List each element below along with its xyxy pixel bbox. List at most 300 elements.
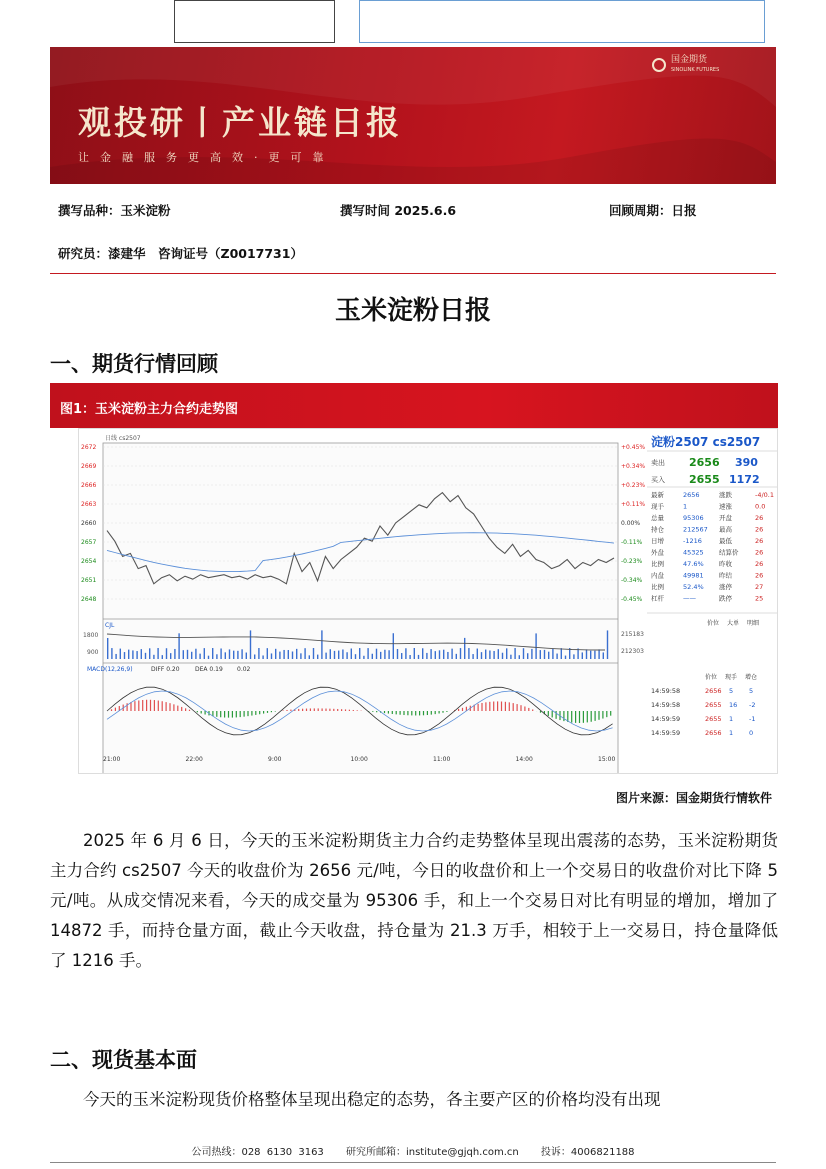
quote-title: 淀粉2507 cs2507	[651, 435, 761, 449]
volume-bar	[157, 648, 158, 659]
volume-panel-label: CJL	[105, 622, 115, 629]
macd-bar	[520, 705, 521, 711]
header-box-right	[359, 0, 765, 43]
tick-oi: -1	[749, 715, 756, 723]
stat-value: 26	[755, 514, 764, 522]
volume-bar	[590, 651, 591, 659]
volume-bar	[540, 650, 541, 659]
volume-bar	[535, 633, 536, 659]
macd-bar	[439, 711, 440, 713]
stat-value: -1216	[683, 537, 702, 545]
buy-label: 买入	[651, 476, 665, 484]
percent-tick: -0.23%	[621, 558, 643, 565]
macd-value: 0.02	[237, 666, 251, 673]
volume-bar	[237, 651, 238, 659]
macd-bar	[411, 711, 412, 715]
macd-bar	[146, 700, 147, 711]
macd-bar	[127, 703, 128, 711]
volume-bar	[124, 652, 125, 659]
stat-label: 日增	[651, 537, 664, 545]
stat-value: 95306	[683, 514, 704, 522]
volume-bar	[582, 652, 583, 659]
macd-bar	[181, 707, 182, 711]
macd-bar	[563, 711, 564, 721]
volume-bar	[304, 648, 305, 659]
stat-value: 52.4%	[683, 583, 704, 591]
price-tick: 2672	[81, 444, 97, 451]
volume-bar	[199, 654, 200, 659]
macd-bar	[169, 703, 170, 711]
macd-bar	[154, 700, 155, 711]
volume-bar	[183, 650, 184, 659]
volume-bar	[292, 651, 293, 659]
macd-bar	[376, 711, 377, 712]
macd-bar	[216, 711, 217, 717]
volume-bar	[456, 654, 457, 659]
stat-label: 开盘	[719, 514, 732, 522]
stat-value: 26	[755, 548, 764, 557]
stat-value: 212567	[683, 525, 708, 534]
macd-bar	[505, 702, 506, 711]
stat-label: 最低	[719, 537, 732, 545]
volume-bar	[149, 648, 150, 659]
volume-bar	[241, 649, 242, 659]
tick-time: 14:59:58	[651, 701, 681, 709]
volume-bar	[162, 655, 163, 659]
volume-bar	[489, 650, 490, 659]
volume-bar	[607, 630, 608, 659]
macd-bar	[150, 700, 151, 711]
tick-time: 14:59:59	[651, 729, 681, 737]
volume-bar	[296, 649, 297, 659]
macd-bar	[419, 711, 420, 715]
volume-bar	[309, 655, 310, 659]
price-tick: 2669	[81, 463, 97, 470]
macd-bar	[205, 711, 206, 715]
macd-bar	[435, 711, 436, 714]
volume-bar	[426, 653, 427, 659]
stat-value: 47.6%	[683, 560, 704, 568]
volume-bar	[233, 651, 234, 659]
volume-bar	[220, 648, 221, 659]
percent-tick: -0.45%	[621, 596, 643, 603]
macd-bar	[556, 711, 557, 719]
volume-bar	[439, 650, 440, 659]
stat-value: 0.0	[755, 502, 766, 511]
macd-bar	[400, 711, 401, 715]
macd-bar	[302, 709, 303, 711]
tick-price: 2656	[705, 729, 722, 737]
tick-qty: 1	[729, 729, 734, 737]
macd-bar	[310, 708, 311, 711]
logo-name: 国金期货	[671, 55, 708, 65]
stat-label: 昨结	[719, 571, 732, 580]
volume-bar	[204, 648, 205, 659]
percent-tick: -0.11%	[621, 539, 643, 546]
volume-bar	[145, 653, 146, 659]
stat-label: 外盘	[651, 548, 664, 557]
stat-label: 现手	[651, 502, 664, 511]
volume-bar	[376, 649, 377, 659]
volume-bar	[174, 649, 175, 659]
volume-bar	[598, 649, 599, 659]
volume-bar	[313, 648, 314, 659]
volume-bar	[136, 651, 137, 659]
stat-value: 25	[755, 594, 764, 603]
macd-bar	[458, 709, 459, 711]
percent-tick: +0.45%	[621, 444, 646, 451]
volume-bar	[275, 649, 276, 659]
volume-bar	[115, 654, 116, 659]
price-tick: 2654	[81, 558, 97, 565]
stat-value: 26	[755, 571, 764, 580]
meta-divider	[50, 273, 776, 274]
volume-bar	[514, 648, 515, 659]
macd-bar	[298, 709, 299, 711]
stat-label: 涨停	[719, 583, 732, 591]
macd-bar	[236, 711, 237, 717]
stat-label: 结算价	[719, 548, 739, 557]
volume-bar	[561, 648, 562, 659]
macd-bar	[115, 708, 116, 711]
percent-tick: 0.00%	[621, 520, 641, 527]
volume-bar	[393, 633, 394, 659]
tick-price: 2655	[705, 701, 722, 709]
meta-researcher: 研究员：漆建华 咨询证号（Z0017731）	[58, 246, 303, 261]
macd-bar	[396, 711, 397, 714]
volume-bar	[317, 655, 318, 659]
footer-email: 研究所邮箱：institute@gjqh.com.cn	[345, 1147, 519, 1158]
volume-bar	[531, 649, 532, 659]
price-tick: 2660	[81, 520, 97, 527]
volume-bar	[418, 655, 419, 659]
macd-bar	[224, 711, 225, 718]
volume-bar	[380, 652, 381, 659]
volume-bar	[384, 650, 385, 659]
tick-time: 14:59:58	[651, 687, 681, 695]
stat-value: 26	[755, 560, 764, 568]
volume-bar	[279, 652, 280, 659]
tick-header-cell: 价位	[707, 620, 720, 627]
macd-bar	[251, 711, 252, 716]
macd-bar	[189, 710, 190, 711]
volume-bar	[493, 651, 494, 659]
stat-value: 27	[755, 583, 764, 591]
volume-bar	[254, 654, 255, 659]
volume-bar	[502, 653, 503, 659]
macd-bar	[333, 709, 334, 711]
macd-diff: DIFF 0.20	[151, 666, 180, 673]
tick-oi: -2	[749, 701, 756, 709]
logo-english: SINOLINK FUTURES	[671, 67, 720, 73]
macd-bar	[587, 711, 588, 722]
document-title: 玉米淀粉日报	[334, 296, 491, 326]
volume-bar	[355, 654, 356, 659]
volume-bar	[111, 648, 112, 659]
macd-bar	[283, 710, 284, 711]
volume-bar	[548, 652, 549, 659]
time-tick: 21:00	[103, 756, 121, 763]
macd-bar	[275, 711, 276, 712]
macd-bar	[247, 711, 248, 716]
volume-bar	[586, 649, 587, 659]
volume-bar	[510, 655, 511, 659]
volume-bar	[405, 648, 406, 659]
section-heading-spot: 二、现货基本面	[50, 1048, 197, 1072]
volume-bar	[556, 654, 557, 659]
macd-bar	[606, 711, 607, 717]
volume-bar	[401, 653, 402, 659]
price-tick: 2657	[81, 539, 97, 546]
volume-bar	[300, 653, 301, 659]
macd-bar	[575, 711, 576, 723]
stat-label: 跌停	[719, 594, 732, 603]
stat-value: 26	[755, 525, 764, 534]
volume-bar	[422, 648, 423, 659]
tick-col-header: 增仓	[745, 674, 758, 681]
macd-bar	[220, 711, 221, 717]
macd-bar	[591, 711, 592, 722]
macd-bar	[267, 711, 268, 713]
volume-bar	[460, 648, 461, 659]
futures-chart-screenshot	[78, 428, 778, 774]
chart-plot-frame	[103, 443, 618, 773]
macd-bar	[407, 711, 408, 715]
macd-bar	[481, 703, 482, 711]
spot-paragraph: 今天的玉米淀粉现货价格整体呈现出稳定的态势，各主要产区的价格均没有出现	[83, 1090, 661, 1109]
report-banner	[50, 47, 776, 184]
macd-bar	[583, 711, 584, 723]
volume-bar	[485, 650, 486, 659]
volume-bar	[338, 651, 339, 659]
volume-bar	[397, 649, 398, 659]
volume-bar	[468, 648, 469, 659]
volume-bar	[346, 652, 347, 659]
macd-bar	[271, 711, 272, 712]
volume-bar	[527, 653, 528, 659]
volume-bar	[472, 654, 473, 659]
macd-bar	[372, 711, 373, 712]
percent-tick: +0.11%	[621, 501, 646, 508]
macd-bar	[197, 711, 198, 712]
stat-label: 内盘	[651, 571, 664, 580]
volume-bar	[603, 652, 604, 659]
volume-tick-high: 1800	[83, 632, 99, 639]
sell-price: 2656	[689, 456, 720, 469]
macd-bar	[497, 701, 498, 711]
volume-bar	[141, 649, 142, 659]
macd-bar	[403, 711, 404, 715]
macd-bar	[314, 708, 315, 711]
macd-bar	[528, 708, 529, 711]
macd-bar	[142, 700, 143, 711]
volume-bar	[132, 650, 133, 659]
tick-qty: 16	[729, 701, 738, 709]
macd-bar	[353, 710, 354, 711]
stat-label: 总量	[651, 514, 664, 522]
volume-bar	[544, 650, 545, 659]
macd-bar	[286, 710, 287, 711]
macd-bar	[244, 711, 245, 717]
macd-bar	[423, 711, 424, 715]
macd-bar	[431, 711, 432, 715]
macd-bar	[111, 709, 112, 711]
stat-value: -4/0.1	[755, 491, 775, 499]
sell-label: 卖出	[651, 459, 665, 467]
volume-bar	[191, 652, 192, 659]
time-tick: 22:00	[185, 756, 203, 763]
volume-bar	[229, 649, 230, 659]
volume-bar	[250, 630, 251, 659]
meta-variety: 撰写品种：玉米淀粉	[58, 203, 171, 218]
tick-header-cell: 明细	[747, 620, 760, 627]
macd-bar	[162, 701, 163, 711]
macd-bar	[610, 711, 611, 716]
volume-bar	[594, 651, 595, 659]
figure-title-bar	[50, 383, 778, 428]
volume-bar	[342, 649, 343, 659]
macd-bar	[134, 701, 135, 711]
volume-bar	[170, 653, 171, 659]
volume-bar	[128, 650, 129, 659]
macd-bar	[524, 706, 525, 711]
macd-bar	[349, 710, 350, 711]
volume-bar	[288, 650, 289, 659]
volume-bar	[187, 650, 188, 659]
tick-oi: 0	[749, 729, 754, 737]
macd-bar	[345, 709, 346, 711]
macd-bar	[540, 711, 541, 713]
volume-bar	[216, 654, 217, 659]
macd-bar	[337, 709, 338, 711]
macd-bar	[513, 703, 514, 711]
volume-bar	[481, 652, 482, 659]
price-tick: 2663	[81, 501, 97, 508]
macd-bar	[485, 702, 486, 711]
volume-bar	[523, 648, 524, 659]
tick-col-header: 价位	[705, 674, 718, 681]
macd-bar	[177, 706, 178, 711]
volume-bar	[388, 650, 389, 659]
figure-source: 图片来源：国金期货行情软件	[615, 791, 772, 805]
macd-bar	[341, 709, 342, 711]
tick-oi: 5	[749, 687, 754, 695]
volume-bar	[565, 656, 566, 659]
macd-bar	[173, 704, 174, 711]
macd-bar	[552, 711, 553, 717]
macd-bar	[501, 701, 502, 711]
macd-bar	[532, 709, 533, 711]
tick-time: 14:59:59	[651, 715, 681, 723]
macd-label: MACD(12,26,9)	[87, 666, 133, 673]
volume-bar	[271, 653, 272, 659]
macd-bar	[517, 704, 518, 711]
stat-value: 1	[683, 502, 688, 511]
volume-bar	[258, 648, 259, 659]
volume-bar	[367, 648, 368, 659]
banner-subtitle: 让金融服务更高效·更可靠	[78, 151, 335, 164]
macd-bar	[442, 711, 443, 713]
sell-qty: 390	[735, 456, 758, 469]
macd-bar	[322, 708, 323, 711]
volume-bar	[195, 649, 196, 659]
volume-bar	[477, 649, 478, 659]
macd-bar	[446, 711, 447, 712]
time-tick: 10:00	[350, 756, 368, 763]
volume-bar	[519, 655, 520, 659]
time-tick: 11:00	[433, 756, 451, 763]
time-tick: 9:00	[268, 756, 282, 763]
stat-value: 26	[755, 537, 764, 545]
stat-label: 杠杆	[651, 594, 664, 603]
macd-bar	[579, 711, 580, 723]
buy-price: 2655	[689, 473, 720, 486]
logo-icon	[652, 58, 666, 72]
tick-price: 2655	[705, 715, 722, 723]
macd-bar	[493, 702, 494, 711]
macd-bar	[489, 702, 490, 711]
volume-bar	[430, 649, 431, 659]
futures-review-paragraph: 2025 年 6 月 6 日，今天的玉米淀粉期货主力合约走势整体呈现出震荡的态势，玉米淀粉期货主力合约 cs2507 今天的收盘价为 2656 元/吨，今日的收盘价和上一个交易日的收盘价对比下降 5 元/吨。从成交情况来看，今天的成交量为 95306 手，和上一个交易日对比有明显的增加，增加了 14872 手，而持仓量方面，截止今天收盘，持仓量为 21.3 万手，相较于上一交易日，持仓量降低了 1216 手。	[50, 831, 778, 970]
page-footer	[0, 1143, 826, 1158]
stat-value: ——	[683, 594, 696, 603]
macd-bar	[201, 711, 202, 713]
footer-complaint: 投诉：4006821188	[540, 1147, 635, 1158]
macd-bar	[228, 711, 229, 718]
macd-bar	[138, 700, 139, 711]
volume-bar	[443, 650, 444, 659]
percent-axis	[621, 444, 645, 603]
macd-bar	[185, 708, 186, 711]
price-tick: 2648	[81, 596, 97, 603]
stat-value: 45325	[683, 548, 704, 557]
macd-bar	[548, 711, 549, 716]
meta-period: 回顾周期：日报	[609, 203, 697, 218]
macd-bar	[130, 702, 131, 711]
macd-bar	[290, 710, 291, 711]
macd-bar	[255, 711, 256, 715]
macd-dea: DEA 0.19	[195, 666, 223, 673]
volume-bar	[447, 652, 448, 659]
volume-bar	[120, 649, 121, 659]
volume-bar	[262, 655, 263, 659]
stat-label: 昨收	[719, 560, 732, 568]
stat-label: 比例	[651, 560, 664, 568]
stat-label: 涨跌	[719, 491, 732, 499]
volume-bar	[464, 638, 465, 659]
buy-qty: 1172	[729, 473, 760, 486]
macd-bar	[232, 711, 233, 718]
percent-tick: +0.23%	[621, 482, 646, 489]
macd-bar	[384, 711, 385, 713]
macd-bar	[166, 702, 167, 711]
macd-bar	[357, 710, 358, 711]
volume-bar	[351, 649, 352, 659]
tick-col-header: 现手	[725, 674, 738, 681]
volume-bar	[409, 655, 410, 659]
chart-canvas	[79, 429, 777, 773]
macd-bar	[602, 711, 603, 719]
macd-bar	[571, 711, 572, 723]
volume-bar	[325, 653, 326, 659]
volume-tick-mid: 900	[87, 649, 99, 656]
section-heading-futures: 一、期货行情回顾	[50, 352, 218, 376]
oi-tick-low: 212303	[621, 648, 644, 655]
macd-bar	[158, 701, 159, 711]
volume-bar	[359, 648, 360, 659]
macd-bar	[259, 711, 260, 714]
stat-label: 比例	[651, 583, 664, 591]
